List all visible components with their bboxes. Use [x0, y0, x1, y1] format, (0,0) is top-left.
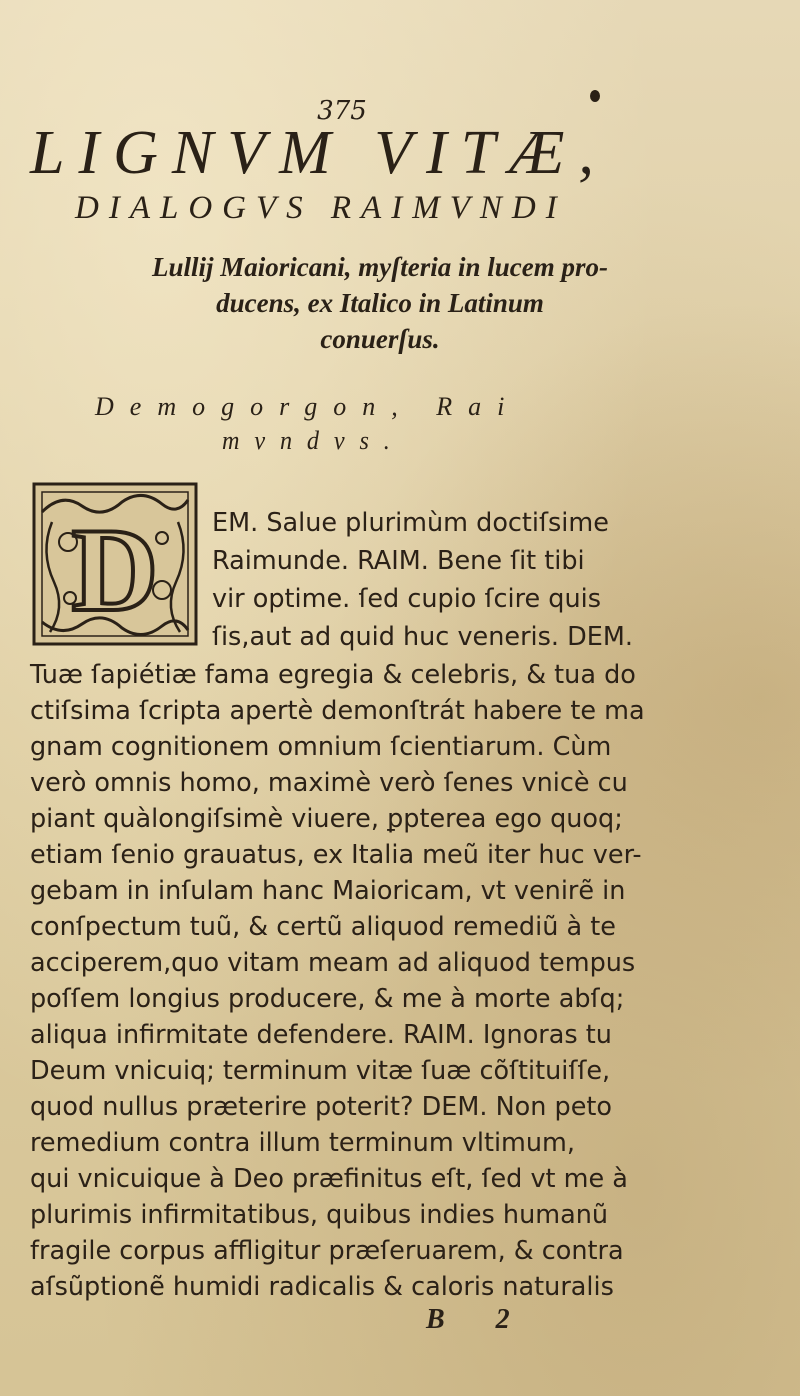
body-text-line: EM. Salue plurimùm doctiſsime: [212, 508, 609, 538]
page-subtitle-heading: DIALOGVS RAIMVNDI: [75, 190, 567, 226]
body-text-line: qui vnicuique à Deo præfinitus eſt, ſed vt me à: [30, 1164, 628, 1194]
body-text-line: Deum vnicuiq; terminum vitæ ſuæ cõſtituiſſe,: [30, 1056, 611, 1086]
ink-dot: [590, 90, 600, 102]
body-text-line: poſſem longius producere, & me à morte abſq;: [30, 984, 625, 1014]
body-text-line: conſpectum tuũ, & certũ aliquod remediũ à te: [30, 912, 616, 942]
speakers-line: Demogorgon, Rai: [95, 392, 521, 421]
page-title: LIGNVM VITÆ,: [30, 119, 608, 187]
body-text-line: etiam ſenio grauatus, ex Italia meũ iter huc ver-: [30, 840, 642, 870]
speakers-line: mvndvs.: [222, 426, 405, 455]
body-text-line: vir optime. ſed cupio ſcire quis: [212, 584, 602, 614]
body-text-line: quod nullus præterire poterit? DEM. Non peto: [30, 1092, 613, 1122]
page-number: 375: [317, 96, 367, 126]
body-text-line: ctiſsima ſcripta apertè demonſtrát habere te ma: [30, 696, 645, 726]
body-text-line: gnam cognitionem omnium ſcientiarum. Cùm: [30, 732, 612, 762]
body-text-line: aſsũptionẽ humidi radicalis & caloris naturalis: [30, 1272, 614, 1302]
body-text-line: plurimis infirmitatibus, quibus indies humanũ: [30, 1200, 609, 1230]
subtitle-line: Lullij Maioricani, myſteria in lucem pro-: [151, 252, 608, 282]
body-text-line: fragile corpus affligitur præſeruarem, & contra: [30, 1236, 624, 1266]
body-text-line: verò omnis homo, maximè verò ſenes vnicè cu: [30, 768, 628, 798]
subtitle-line: ducens, ex Italico in Latinum: [216, 288, 544, 318]
body-text-line: remedium contra illum terminum vltimum,: [30, 1128, 576, 1158]
body-text-line: piant quàlongiſsimè viuere, ꝑpterea ego quoq;: [30, 804, 623, 834]
subtitle-line: conuerſus.: [320, 324, 440, 354]
body-text-line: gebam in inſulam hanc Maioricam, vt venirẽ in: [30, 876, 626, 906]
body-text-line: Raimunde. RAIM. Bene ſit tibi: [212, 546, 585, 576]
body-text-line: Tuæ ſapiétiæ fama egregia & celebris, & tua do: [30, 660, 636, 690]
initial-letter: D: [71, 503, 159, 636]
signature-mark: B 2: [426, 1304, 532, 1335]
body-text-line: aliqua infirmitate defendere. RAIM. Ignoras tu: [30, 1020, 612, 1050]
decorated-initial-d: [32, 482, 198, 646]
body-text-line: acciperem,quo vitam meam ad aliquod tempus: [30, 948, 636, 978]
body-text-line: ſis,aut ad quid huc veneris. DEM.: [212, 622, 633, 652]
